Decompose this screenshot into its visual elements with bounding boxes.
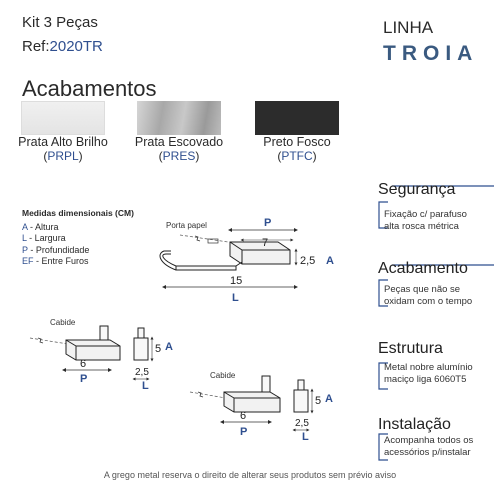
legend-item: A - Altura bbox=[22, 221, 59, 232]
finish-code: (PRES) bbox=[158, 149, 200, 163]
paper-holder-label: Porta papel bbox=[166, 221, 207, 230]
hook-height: 5 bbox=[155, 343, 162, 355]
hook-l: L bbox=[142, 380, 149, 392]
hook-a: A bbox=[165, 341, 173, 353]
finish-name: Prata Escovado bbox=[134, 135, 224, 149]
paper-holder-l: L bbox=[232, 292, 239, 304]
hook-depth: 6 bbox=[80, 358, 87, 370]
paper-holder-height: 2,5 bbox=[300, 255, 316, 267]
feature-text: Peças que não se oxidam com o tempo bbox=[384, 284, 473, 307]
legend-title: Medidas dimensionais (CM) bbox=[22, 208, 134, 218]
paper-holder-depth: 7 bbox=[262, 237, 269, 249]
hook-depth: 6 bbox=[240, 410, 247, 422]
feature-text: Fixação c/ parafuso alta rosca métrica bbox=[384, 209, 467, 232]
hook-label: Cabide bbox=[210, 371, 236, 380]
kit-label: Kit 3 Peças bbox=[22, 14, 98, 31]
hook-width: 2,5 bbox=[135, 367, 149, 378]
ref-code: 2020TR bbox=[49, 38, 103, 55]
finish-code: (PRPL) bbox=[43, 149, 83, 163]
hook-height: 5 bbox=[315, 395, 322, 407]
feature-text: Metal nobre alumínio maciço liga 6060T5 bbox=[384, 362, 473, 385]
hook-label: Cabide bbox=[50, 318, 76, 327]
reference bbox=[22, 38, 103, 55]
ref-prefix: Ref: bbox=[22, 38, 50, 55]
swatch-prata-escovado bbox=[137, 101, 221, 135]
finish-name: Preto Fosco bbox=[263, 135, 331, 149]
finish-code: (PTFC) bbox=[277, 149, 317, 163]
legend-item: L - Largura bbox=[22, 233, 66, 243]
paper-holder-drawing bbox=[160, 217, 334, 304]
feature-text: Acompanha todos os acessórios p/instalar bbox=[384, 435, 474, 458]
line-label: LINHA bbox=[383, 18, 434, 37]
hook-drawing-2 bbox=[190, 371, 333, 443]
paper-holder-width: 15 bbox=[230, 275, 243, 287]
line-name: TROIA bbox=[383, 42, 479, 65]
legend-item: P - Profundidade bbox=[22, 244, 90, 255]
technical-drawings bbox=[0, 180, 370, 470]
disclaimer-footer: A grego metal reserva o direito de alterar seus produtos sem prévio aviso bbox=[103, 470, 397, 480]
finish-name: Prata Alto Brilho bbox=[18, 135, 108, 149]
finishes-title: Acabamentos bbox=[22, 76, 157, 101]
hook-drawing-1 bbox=[30, 318, 173, 392]
feature-title-acabamento: Acabamento bbox=[378, 260, 468, 277]
swatch-prata-alto-brilho bbox=[21, 101, 105, 135]
hook-p: P bbox=[80, 373, 88, 385]
feature-title-instalacao: Instalação bbox=[378, 416, 451, 433]
hook-l: L bbox=[302, 431, 309, 443]
hook-p: P bbox=[240, 426, 248, 438]
swatch-preto-fosco bbox=[255, 101, 339, 135]
hook-a: A bbox=[325, 393, 333, 405]
feature-title-estrutura: Estrutura bbox=[378, 340, 443, 357]
paper-holder-a: A bbox=[326, 255, 334, 267]
feature-title-seguranca: Segurança bbox=[378, 181, 456, 198]
hook-width: 2,5 bbox=[295, 418, 309, 429]
legend-item: EF - Entre Furos bbox=[22, 256, 89, 266]
paper-holder-p: P bbox=[264, 217, 272, 229]
